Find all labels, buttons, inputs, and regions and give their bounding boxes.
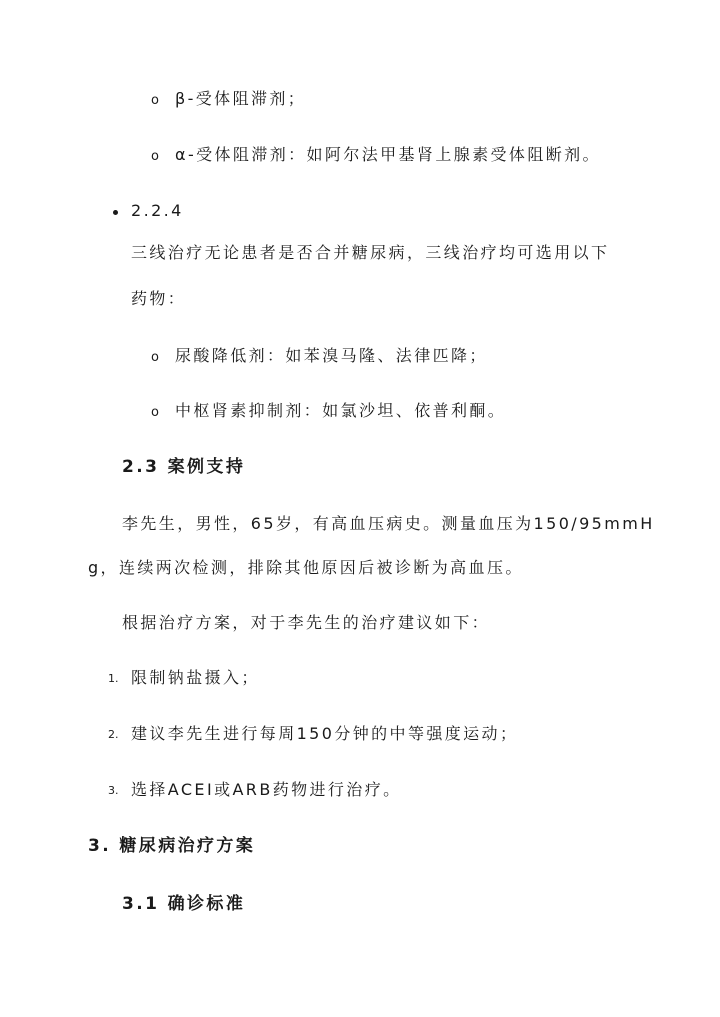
circle-bullet-icon: o	[151, 149, 159, 164]
section-heading: 2.3 案例支持	[122, 457, 246, 477]
list-number: 3.	[108, 784, 119, 797]
section-heading: 3. 糖尿病治疗方案	[88, 836, 256, 856]
list-item: α-受体阻滞剂：如阿尔法甲基肾上腺素受体阻断剂。	[175, 145, 601, 164]
section-title: 2.2.4	[131, 201, 184, 220]
paragraph-line: 李先生，男性，65岁，有高血压病史。测量血压为150/95mmH	[122, 514, 655, 533]
paragraph-line: 根据治疗方案，对于李先生的治疗建议如下：	[122, 613, 491, 632]
paragraph-line: 三线治疗无论患者是否合并糖尿病，三线治疗均可选用以下	[131, 243, 610, 262]
list-number: 1.	[108, 672, 119, 685]
list-item: 建议李先生进行每周150分钟的中等强度运动；	[131, 724, 519, 743]
list-item: 选择ACEI或ARB药物进行治疗。	[131, 780, 402, 799]
circle-bullet-icon: o	[151, 93, 159, 108]
list-item: 尿酸降低剂：如苯溴马隆、法律匹降；	[175, 346, 488, 365]
paragraph-line: g，连续两次检测，排除其他原因后被诊断为高血压。	[88, 558, 524, 577]
paragraph-line: 药物：	[131, 289, 187, 308]
list-number: 2.	[108, 728, 119, 741]
section-heading: 3.1 确诊标准	[122, 894, 246, 914]
bullet-icon	[113, 210, 118, 215]
circle-bullet-icon: o	[151, 350, 159, 365]
list-item: 中枢肾素抑制剂：如氯沙坦、依普利酮。	[175, 401, 507, 420]
list-item: 限制钠盐摄入；	[131, 668, 260, 687]
list-item: β-受体阻滞剂；	[175, 89, 307, 108]
circle-bullet-icon: o	[151, 405, 159, 420]
